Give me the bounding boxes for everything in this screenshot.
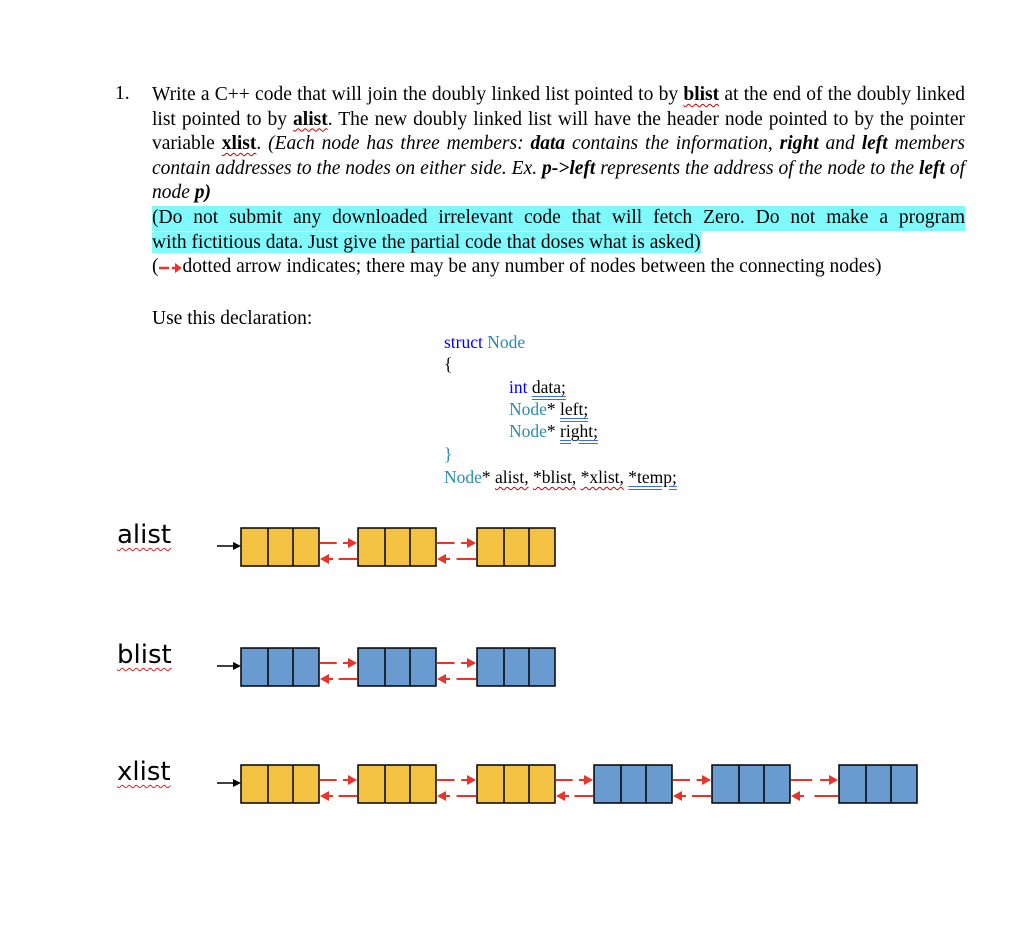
list-label-alist [117,520,171,550]
code-struct-line: struct Node [444,332,526,352]
right-link-arrowhead [467,538,476,548]
list-node [839,765,917,803]
head-pointer-arrowhead [233,779,241,787]
head-pointer-arrowhead [233,542,241,550]
right-link-arrowhead [348,538,357,548]
right-link-arrowhead [829,775,838,785]
code-right-field: Node* right; [509,421,598,441]
code-open-brace: { [444,354,453,374]
list-node [241,648,319,686]
left-link-arrowhead [320,554,329,564]
list-node [358,648,436,686]
left-link-arrowhead [437,674,446,684]
left-link-arrowhead [320,791,329,801]
right-link-arrowhead [702,775,711,785]
left-link-arrowhead [556,791,565,801]
list-label-blist [117,640,172,670]
left-link-arrowhead [437,791,446,801]
list-label-text: xlist [117,757,171,787]
right-link-arrowhead [467,775,476,785]
right-link-arrowhead [348,775,357,785]
right-link-arrowhead [584,775,593,785]
question-number: 1. [115,83,130,104]
code-declaration: Node* alist, *blist, *xlist, *temp; [444,467,677,487]
right-link-arrowhead [467,658,476,668]
list-node [477,648,555,686]
left-link-arrowhead [437,554,446,564]
list-node [241,765,319,803]
list-node [358,765,436,803]
code-close-brace: } [444,444,453,464]
head-pointer-arrowhead [233,662,241,670]
left-link-arrowhead [320,674,329,684]
right-link-arrowhead [348,658,357,668]
question-text: Write a C++ code that will join the doubly linked list pointed to by blist at the end of the doubly linked list pointed to by alist. The new doubly linked list will have the header node pointed to by the pointer variable xlist. (Each node has three members: data contains the information, right and left members contain addresses to the nodes on either side. Ex. p->left represents the address of the node to the left of node p) (Do not submit any downloaded irrelevant code that will fetch Zero. Do not make a program with fictitious data. Just give the partial code that doses what is asked) [152,84,966,253]
code-data-field: int data; [509,377,566,397]
list-label-text: alist [117,520,172,550]
list-node [712,765,790,803]
list-node [594,765,672,803]
list-node [477,765,555,803]
code-left-field: Node* left; [509,399,589,419]
list-node [477,528,555,566]
left-link-arrowhead [673,791,682,801]
dotted-arrow-note: ( dotted arrow indicates; there may be any number of nodes between the connecting nodes) [152,256,882,277]
use-declaration-label: Use this declaration: [152,308,313,329]
warning-line-1: (Do not submit any downloaded irrelevant code that will fetch Zero. Do not make a program [152,206,965,231]
list-node [358,528,436,566]
list-label-text: blist [117,640,172,670]
list-node [241,528,319,566]
left-link-arrowhead [791,791,800,801]
warning-line-2: with fictitious data. Just give the partial code that doses what is asked) [152,231,701,253]
list-label-xlist [117,757,171,787]
